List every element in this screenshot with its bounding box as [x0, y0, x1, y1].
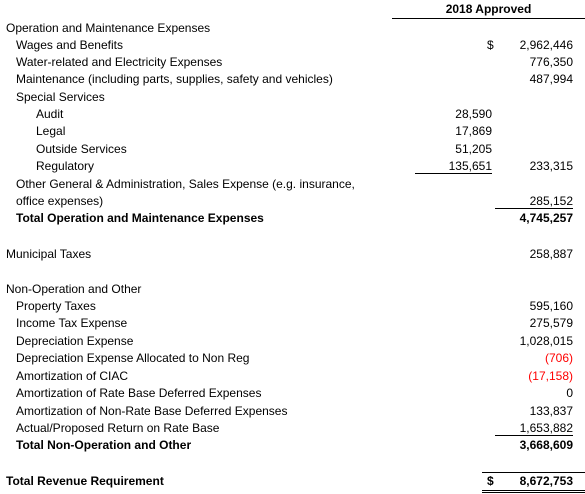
wages-label: Wages and Benefits	[16, 38, 123, 52]
special-services-total: 233,315	[529, 159, 573, 173]
ciac-label: Amortization of CIAC	[16, 369, 129, 383]
nonop-total-label: Total Non-Operation and Other	[16, 438, 192, 452]
municipal-taxes-value: 258,887	[529, 247, 573, 261]
water-row	[0, 53, 585, 71]
legal-value: 17,869	[455, 124, 492, 138]
outside-services-row	[0, 140, 585, 158]
non-rate-base-deferred-row	[0, 402, 585, 420]
audit-value: 28,590	[455, 107, 492, 121]
nonop-heading: Non-Operation and Other	[6, 282, 142, 296]
return-on-rate-base-label: Actual/Proposed Return on Rate Base	[16, 421, 220, 435]
maintenance-row	[0, 70, 585, 88]
non-rate-base-deferred-value: 133,837	[529, 404, 573, 418]
om-heading-row	[0, 19, 585, 37]
income-tax-value: 275,579	[529, 316, 573, 330]
nonop-total-value: 3,668,609	[519, 438, 573, 452]
maintenance-label: Maintenance (including parts, supplies, safety and vehicles)	[16, 72, 333, 86]
audit-label: Audit	[36, 107, 64, 121]
wages-row	[0, 36, 585, 54]
income-tax-label: Income Tax Expense	[16, 316, 128, 330]
om-heading: Operation and Maintenance Expenses	[6, 21, 211, 35]
other-ga-row-2	[0, 192, 585, 210]
other-ga-label-line2: office expenses)	[16, 194, 104, 208]
dep-nonreg-label: Depreciation Expense Allocated to Non Reg	[16, 351, 250, 365]
om-total-value: 4,745,257	[519, 211, 573, 225]
depreciation-label: Depreciation Expense	[16, 334, 134, 348]
outside-services-label: Outside Services	[36, 142, 127, 156]
column-header-2018-approved: 2018 Approved	[392, 0, 585, 19]
non-rate-base-deferred-label: Amortization of Non-Rate Base Deferred Expenses	[16, 404, 288, 418]
legal-row	[0, 122, 585, 140]
ciac-value: (17,158)	[528, 369, 573, 383]
regulatory-label: Regulatory	[36, 159, 95, 173]
municipal-taxes-label: Municipal Taxes	[6, 247, 92, 261]
wages-currency: $	[487, 38, 494, 52]
legal-label: Legal	[36, 124, 66, 138]
audit-row	[0, 105, 585, 123]
return-on-rate-base-value: 1,653,882	[495, 419, 573, 436]
rate-base-deferred-label: Amortization of Rate Base Deferred Expenses	[16, 386, 262, 400]
rate-base-deferred-row	[0, 384, 585, 402]
outside-services-value: 51,205	[455, 142, 492, 156]
other-ga-label-line1: Other General & Administration, Sales Expense (e.g. insurance,	[16, 177, 355, 191]
grand-total-row	[0, 472, 585, 490]
maintenance-value: 487,994	[529, 72, 573, 86]
income-tax-row	[0, 314, 585, 332]
dep-nonreg-row	[0, 349, 585, 367]
wages-value: 2,962,446	[519, 38, 573, 52]
ciac-row	[0, 367, 585, 385]
om-total-label: Total Operation and Maintenance Expenses	[16, 211, 264, 225]
grand-total-currency: $	[487, 474, 494, 488]
dep-nonreg-value: (706)	[544, 351, 573, 365]
other-ga-row-1	[0, 175, 585, 193]
property-taxes-value: 595,160	[529, 299, 573, 313]
property-taxes-label: Property Taxes	[16, 299, 96, 313]
special-services-heading: Special Services	[16, 90, 105, 104]
regulatory-value: 135,651	[415, 157, 492, 174]
nonop-total-row	[0, 436, 585, 454]
grand-total-value: 8,672,753	[519, 474, 573, 488]
om-total-row	[0, 209, 585, 227]
regulatory-row	[0, 157, 585, 175]
depreciation-row	[0, 332, 585, 350]
grand-total-label: Total Revenue Requirement	[6, 474, 164, 488]
municipal-taxes-row	[0, 245, 585, 263]
other-ga-value: 285,152	[495, 192, 573, 209]
rate-base-deferred-value: 0	[566, 386, 573, 400]
nonop-heading-row	[0, 280, 585, 298]
property-taxes-row	[0, 297, 585, 315]
water-label: Water-related and Electricity Expenses	[16, 55, 223, 69]
special-services-row	[0, 88, 585, 106]
depreciation-value: 1,028,015	[519, 334, 573, 348]
return-on-rate-base-row	[0, 419, 585, 437]
water-value: 776,350	[529, 55, 573, 69]
